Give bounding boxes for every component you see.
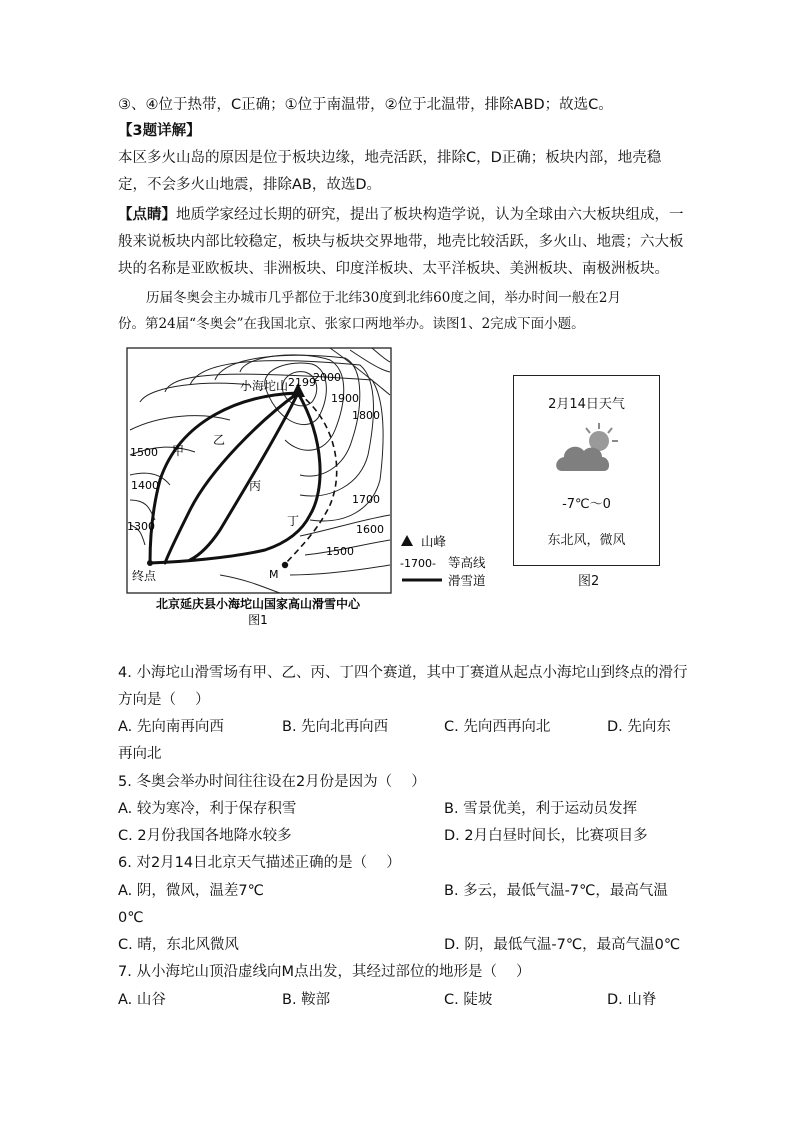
q4-stem-2: 方向是（ ）: [118, 692, 210, 708]
peak-label: 小海坨山: [240, 379, 289, 393]
tip-line-3: 块的名称是亚欧板块、非洲板块、印度洋板块、太平洋板块、美洲板块、南极洲板块。: [118, 261, 669, 277]
q4-option-d: D. 先向东: [607, 719, 671, 735]
q7-option-d: D. 山脊: [607, 992, 657, 1008]
contour-label-2000: 2000: [313, 371, 341, 384]
point-m-marker: [282, 562, 288, 568]
course-label-ding: 丁: [287, 514, 300, 528]
figure-1-label: 图1: [248, 613, 268, 627]
contour-label-1600: 1600: [356, 523, 384, 536]
tip-text-1: 地质学家经过长期的研究，提出了板块构造学说，认为全球由六大板块组成，一: [176, 207, 684, 223]
legend-peak-icon: [401, 535, 413, 546]
ski-slopes: [150, 393, 320, 563]
intro-line-2: 份。第24届“冬奥会”在我国北京、张家口两地举办。读图1、2完成下面小题。: [118, 316, 585, 332]
q4-option-a: A. 先向南再向西: [118, 719, 224, 735]
q7-option-c: C. 陡坡: [444, 992, 493, 1008]
point-m-label: M: [269, 568, 279, 581]
course-label-bing: 丙: [249, 479, 262, 493]
contour-label-1500-left: 1500: [130, 446, 158, 459]
course-label-jia: 甲: [172, 444, 185, 458]
q5-option-b: B. 雪景优美，利于运动员发挥: [444, 801, 638, 817]
peak-elevation: 2199: [288, 376, 316, 389]
q3-line-2: 定，不会多火山地震，排除AB，故选D。: [118, 177, 382, 193]
q5-option-c: C. 2月份我国各地降水较多: [118, 828, 292, 844]
q6-option-d: D. 阴，最低气温-7℃，最高气温0℃: [444, 937, 681, 953]
figure-2-label: 图2: [578, 574, 600, 589]
q6-stem: 6. 对2月14日北京天气描述正确的是（ ）: [118, 855, 401, 871]
contour-label-1400: 1400: [131, 479, 159, 492]
contour-label-1700: 1700: [352, 493, 380, 506]
q7-stem: 7. 从小海坨山顶沿虚线向M点出发，其经过部位的地形是（ ）: [118, 964, 531, 980]
contour-label-1500-right: 1500: [326, 545, 354, 558]
q5-option-a: A. 较为寒冷，利于保存积雪: [118, 801, 297, 817]
legend-slope: 滑雪道: [448, 573, 486, 588]
course-label-yi: 乙: [213, 433, 226, 447]
weather-wind: 东北风，微风: [547, 533, 626, 548]
q6-option-b-wrap: 0℃: [118, 910, 144, 926]
tip-label: 【点睛】: [118, 207, 176, 223]
intro-line-1: 历届冬奥会主办城市几乎都位于北纬30度到北纬60度之间，举办时间一般在2月: [146, 290, 621, 306]
q3-header: 【3题详解】: [118, 123, 201, 139]
answer-line: ③、④位于热带，C正确；①位于南温带，②位于北温带，排除ABD；故选C。: [118, 97, 613, 113]
weather-title: 2月14日天气: [548, 397, 625, 412]
q3-line-1: 本区多火山岛的原因是位于板块边缘，地壳活跃，排除C，D正确；板块内部，地壳稳: [118, 150, 662, 166]
figure-1-caption: 北京延庆县小海坨山国家高山滑雪中心: [155, 597, 361, 611]
legend-contour: 等高线: [448, 555, 486, 570]
q5-option-d: D. 2月白昼时间长，比赛项目多: [444, 828, 648, 844]
contour-label-1800: 1800: [352, 409, 380, 422]
contour-label-1900: 1900: [331, 392, 359, 405]
q4-option-d-wrap: 再向北: [118, 746, 162, 762]
end-point-marker: [147, 560, 153, 566]
figure-2-weather-card: [513, 375, 660, 566]
weather-temperature: -7℃～0: [562, 497, 611, 512]
tip-line-2: 般来说板块内部比较稳定，板块与板块交界地带，地壳比较活跃，多火山、地震；六大板: [118, 234, 684, 250]
slope-yi: [165, 393, 298, 563]
q6-option-a: A. 阴，微风，温差7℃: [118, 883, 264, 899]
q6-option-c: C. 晴，东北风微风: [118, 937, 239, 953]
q4-stem: 4. 小海坨山滑雪场有甲、乙、丙、丁四个赛道，其中丁赛道从起点小海坨山到终点的滑行: [118, 665, 688, 681]
contour-label-1300: 1300: [127, 520, 155, 533]
end-label: 终点: [132, 569, 157, 583]
partly-cloudy-icon: [552, 421, 624, 477]
q4-option-b: B. 先向北再向西: [282, 719, 389, 735]
q7-option-b: B. 鞍部: [282, 992, 331, 1008]
q5-stem: 5. 冬奥会举办时间往往设在2月份是因为（ ）: [118, 774, 426, 790]
q4-option-c: C. 先向西再向北: [444, 719, 551, 735]
q7-option-a: A. 山谷: [118, 992, 166, 1008]
slope-bing: [190, 393, 298, 560]
legend-peak: 山峰: [421, 534, 447, 549]
q6-option-b: B. 多云，最低气温-7℃，最高气温: [444, 883, 668, 899]
legend-contour-sample: -1700-: [400, 557, 436, 570]
